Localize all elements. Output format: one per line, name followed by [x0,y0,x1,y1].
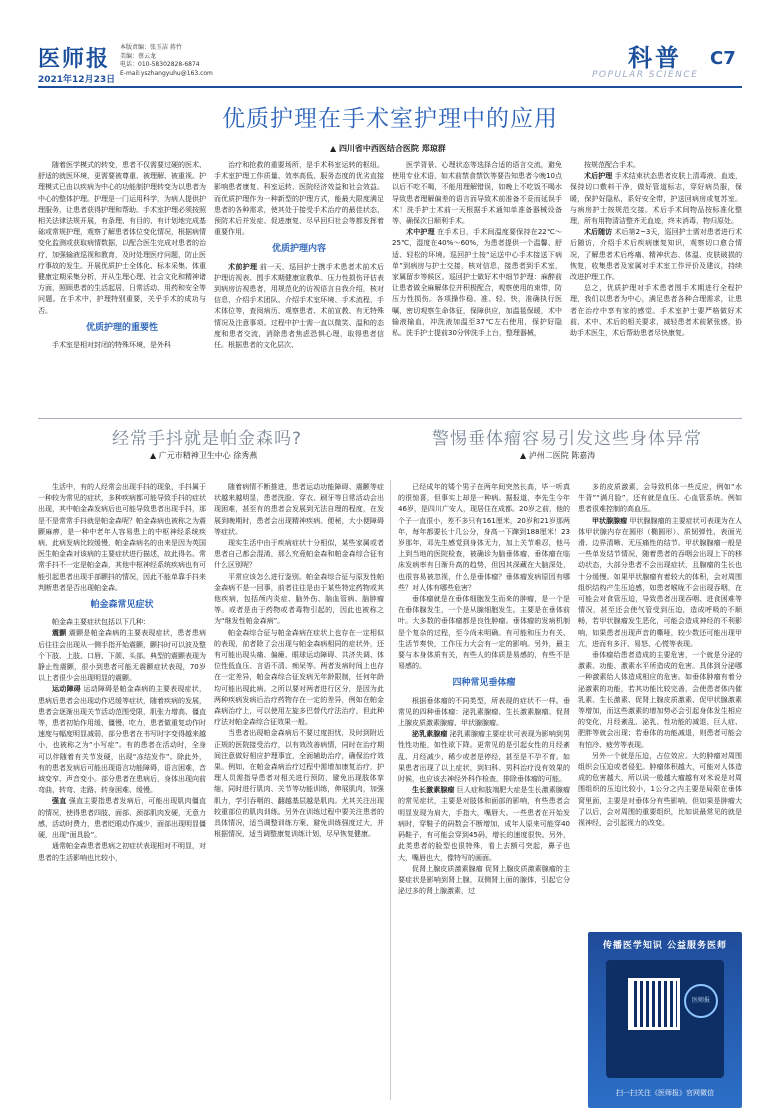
article3-paragraph: 另外一个就是压迫，占位效应。大的肿瘤对周围组织会压迫或者侵犯。肿瘤体积越大，可能对人体造成的危害越大，所以说一般越大瘤越有对米说是对周围组织的压迫比较小，1公分之内主要是局限在垂体窝里面，主要是对垂体分有些影响，但如果是肿瘤大了以后，会对周围的重要组织，比如说最常见的就是视神经，会引起视力的改变。 [578,751,742,828]
article2-paragraph: 帕金森主要症状包括以下几种： [52,618,150,627]
article3-paragraph [398,729,570,785]
article2-paragraph: 当患者出现帕金森病后不要过度担忧，及时到附近正规的医院接受治疗，以有效改善病情，同时在治疗期间注意做好相应护理事宜，全面辅助治疗，确保治疗效果。例如，在帕金森病治疗过程中需增加康复治疗，护理人员需指导患者对相关进行预防，避免出现肢体挛缩，同时进行肌肉、关节等功能训练，伸展肌肉，加强肌力，学引吞咽的、翻越基层越是肌肉。尤其关注出现较重部位的肌肉训练。另外在训练过程中要关注患者的具体情况，适当调整训练方案，避免训练强度过大，并根据情况，适当调整康复训练计划，尽早恢复健康。 [214,729,384,839]
article3-paragraph: 垂体瘤给患者造成的主要危害，一个就是分泌的激素、功能、激素水平所造成的危害。具体到分泌哪一种激素给人体造成相应的危害。如垂体肿瘤有着分泌激素的功能，若其功能比较完善，会使患者体内催乳素、生长激素、促肾上腺皮质激素、促甲状腺激素等增加，而这些激素的增加势必会引起身体发生相应的变化，月经紊乱、泌乳、性功能的减退、巨人症、肥胖等就会出现；若垂体的功能减退，则患者可能会有怕冷、疲劳等表现。 [578,651,742,749]
article2-byline: ▲ 广元市精神卫生中心 徐秀燕 [150,451,258,460]
article1-paragraph [214,262,384,352]
paragraph-text: 术后第2~3天，巡回护士需对患者进行术后随访，介绍手术后疾病康复知识，观察切口愈合情况，了解患者术后疼痛、精神状态、体温、皮肤破损的恢复，收集患者及家属对手术室工作评价及建议，持续改进护理工作。 [570,228,742,282]
article3-paragraph: 根据垂体瘤的不同类型，所表现的症状不一样。垂常见的四种垂体瘤：泌乳素腺瘤、生长激素腺瘤、促肾上腺皮质激素腺瘤、甲状腺腺瘤。 [398,696,570,728]
article3-paragraph: 促肾上腺皮质激素腺瘤 促肾上腺皮质激素腺瘤的主要症状是影响到肾上腺，双侧肾上面的腺体，引起它分泌过多的肾上腺激素，过 [398,864,570,896]
article3-paragraph: 垂体瘤就是在垂体细胞发生而来的肿瘤，是一个是在垂体腺发生，一个是从腺细胞发生。主要是在垂体前叶。大多数的垂体瘤都是良性肿瘤。垂体瘤的发病机制是个复杂的过程，至今尚未明确。有可能和压力有关、生活节奏快，工作压力大会有一定的影响。另外，最主要与本身体质有关，有些人的体质是易感的，有些不是易感的。 [398,595,570,671]
phone-graphic [606,960,724,1078]
article3-column-2 [578,482,742,926]
paragraph-text: 运动障碍是帕金森病的主要表现症状，患病后患者会出现动作迟缓等症状，随着疾病的发展，患者会逐渐出现关节活动范围受限，肌张力增高、僵直等，患者初始作用缓、僵慢、吃力，患者做重复动作时速度与幅度明显减弱，部分患者在书写时字变得越来越小，也被称之为“小写症”。有的患者在活动时，全身可以伴随着有关节发硬，出现“冻结发作”。除此外，有的患者发病后可能出现语言功能障碍，语言困难，音域变窄、声音变小。部分患者在患病后，身体出现向前弯曲，转弯、走路、转身困难、缓慢。 [38,685,206,795]
subsection-lead: 泌乳素腺瘤 [412,730,448,739]
article2-paragraph: 帕金森综合征与帕金森病在症状上也存在一定相似的表现，前者除了会出现与帕金森病相同的症状外，还有可能出现头痛、偏瘫、眼球运动障碍、共济失调、体位性低血压、言语不清、痴呆等。两者发病时间上也存在一定差异，帕金森综合征发病无年龄限制，任何年龄均可能出现此病。之所以要对两者进行区分，是因为此两种疾病发病后治疗药物存在一定的差异，例如在帕金森病治疗上，可以使用左旋多巴替代疗法治疗，但此种疗法对帕金森综合征效果一般。 [214,628,384,727]
subsection-lead: 震颤 [52,629,67,638]
article1-paragraph [570,227,742,283]
issue-date: 2021年12月23日 [38,75,116,85]
article1-subhead-content: 优质护理内容 [271,244,326,255]
article2-paragraph [38,684,206,796]
article2-column-2 [214,482,384,1108]
app-badge-icon: 医师报 [684,984,718,1018]
masthead [0,0,780,90]
paragraph-text: 在手术日，手术间温度要保持在22℃～25℃，湿度在40%～60%，为患者提供一个温馨、舒适、轻松的环境。巡回护士按“运送中心手术接送下病单”到病房与护士交接，核对信息，接患者到手术室，家属留步等候区。巡回护士做好术中细节护理：麻醉前让患者做全麻解体位并积极配合，观察使用的束带，防压力性损伤。各项操作稳、准、轻、快，准确执行医嘱，密切观察生命体征，保障供应，加温毯保暖，术中输液输血，冲洗液加温至37℃左右使用，保护好隐私。洗手护士提前30分钟洗手上台，整理器械， [392,228,562,338]
subsection-lead: 强直 [52,797,67,806]
article2-paragraph [38,628,206,684]
editor-line: 本版责编：张玉洁 蒋竹 [120,44,182,51]
article1-title: 优质护理在手术室护理中的应用 [222,106,558,132]
article2-paragraph: 通常帕金森患者患病之初症状表现相对不明显，对患者的生活影响也比较小， [38,842,206,862]
section-title: 科普 [628,44,682,72]
ad-slogan: 传播医学知识 公益服务医师 [602,941,728,951]
article1-paragraph: 按规范配合手术。 [584,161,640,169]
article1-column-1 [38,160,206,416]
designer-line: 美编：蔡云龙 [120,52,157,60]
subsection-lead: 生长激素腺瘤 [412,786,455,795]
header-divider [38,86,742,88]
article1-paragraph [570,171,742,227]
paragraph-text: 泌乳素腺瘤主要症状可表现为影响到男性性功能，如性欲下降。更常见的是引起女性的月经紊乱、月经减少、稀少或者是停经，甚至是不孕不育。如果患者出现了以上症状，到妇科、男科治疗没有效果的时候，也应该去神经外科作检查，排除垂体瘤的可能。 [398,730,570,784]
article1-paragraph [392,227,562,339]
paragraph-text: 震颤是帕金森病的主要表现症状，患者患病后往往会出现从一侧手指开始震颤，颤抖时可以波及整个下肢、上肢、口唇、下颌、头部。典型的震颤表现为静止性震颤，很小到患者可能无震颤症状表现，70岁以上者很少会出现明显的震颤。 [38,629,206,683]
email-line: E-mail:yszhangyuhu@163.com [120,69,213,77]
article3-paragraph: 多的皮质激素，会导致机体一些反应，例如“水牛背”“满月脸”，还有就是血压、心血管系统。例如患者很难控制的高血压。 [578,483,742,514]
article1-byline: ▲ 四川省中西医结合医院 郑琼群 [330,144,446,153]
subsection-lead: 甲状腺腺瘤 [592,516,628,525]
subsection-lead: 术中护理 [406,228,435,237]
paragraph-text: 前一天，巡回护士携手术患者术前术后护理访视表、围手术期健康宣教单、压力性损伤评估表到病房访视患者，用规范化的访视语言自我介绍，核对信息，介绍手术团队、介绍手术室环境、手术流程、手术体位等，查阅病历、观察患者、术前宣教、有无特殊情况及注意事项。过程中护士需一直以微笑、温和的态度和患者交流，消除患者焦虑恐惧心理，取得患者信任。根据患者的文化层次、 [214,262,384,350]
article2-title: 经常手抖就是帕金森吗? [112,429,303,449]
page-number: C7 [710,48,736,69]
article2-subhead: 帕金森常见症状 [90,600,154,611]
editorial-info [120,44,213,78]
article1-paragraph: 手术室是相对封闭的特殊环境，是外科 [52,341,171,350]
subsection-lead: 术后护理 [584,172,613,181]
article1-paragraph: 治疗和抢救的重要场所，是手术科室运转的枢纽。手术室护理工作质量、效率高低、服务态度的优劣直接影响患者康复、科室运转、医院经济效益和社会效益。而优质护理作为一种新型的护理方式，能最大限度满足患者的各种需求，使其处于接受手术治疗的最佳状态，预防术后并发症、促进康复、尽早回归社会等都发挥着重要作用。 [214,161,384,237]
article3-title: 警惕垂体瘤容易引发这些身体异常 [432,429,702,449]
article3-byline: ▲ 泸州二医院 陈嘉涛 [520,451,596,460]
article3-paragraph [398,785,570,863]
article1-column-2 [214,160,384,416]
column-separator [390,480,391,1100]
article1-paragraph: 医学背景、心理状态等选择合适的语言交流，避免使用专业术语，如术前禁食禁饮等要告知患者今晚10点以后不吃不喝，不能用理解错误，如晚上不吃饭不喝水导致患者理解偏差的语言而导致术前准备不妥而延误手术！洗手护士术前一天根据手术通知单准备器械设备等，确保次日顺利手术。 [392,161,562,226]
subsection-lead: 术前护理 [228,262,258,271]
article2-paragraph: 随着病情不断推进，患者运动功能障碍、震颤等症状越来越明显，患者洗脸、穿衣、刷牙等日常活动会出现困难，甚至有的患者会发展到无法自理的程度，在发展到晚期时，患者会出现精神疾病、便秘，大小便障碍等症状。 [214,483,384,536]
paragraph-text: 手术结束状态患者皮肤上清毒液、血迹，保持切口敷料干净，做好管道标志，穿好病员服，保暖，保护好隐私，系好安全带，护送回病房或复苏室。与病房护士按规范交接。术后手术间物品按标准化整理，所有用物清洁整齐无血迹，终末消毒，物归原处。 [570,172,742,226]
newspaper-logo: 医师报 [38,46,111,72]
paragraph-text: 甲状腺腺瘤的主要症状可表现为在人体甲状腺内存在圆形（椭圆形）、质韧弹性、表面光滑、边界清晰、无压痛性的结节。甲状腺腺瘤一般是一些单发结节情况，随着患者的吞咽会出现上下的移动状态，大部分患者不会出现症状，且腺瘤的生长也十分缓慢。如果甲状腺瘤有着较大的体积，会对周围组织结构产生压迫感，如患者喉咙不会出现吞咽，在可能会对食管压迫，导致患者出现吞咽、进食困难等情况，甚至还会使气管受到压迫，造成呼吸的不顺畅，若甲状腺瘤发生恶化，可能会造成神经的不利影响，如果患者出现声音的嘶哑，较少数还可能出现甲亢，进而有多汗、易怒、心慌等表现。 [578,516,742,648]
article3-paragraph [578,516,742,650]
article2-paragraph [38,796,206,841]
article2-paragraph: 平常应该怎么进行鉴别。帕金森综合征与原发性帕金森病不是一回事，前者往往是由于某些特定药物或其他疾病，包括颅内炎症、脑外伤、脑血管病、脑肿瘤等。或者是由于药物或者毒物引起的，因此也被称之为“继发性帕金森病”。 [214,572,384,626]
section-subtitle: POPULAR SCIENCE [592,70,699,80]
subsection-lead: 术后随访 [584,228,613,237]
ad-caption: 扫一扫关注《医师报》官网微信 [616,1089,714,1097]
article1-column-3 [392,160,562,416]
section-divider [38,418,742,419]
qr-code-icon[interactable] [628,978,680,1030]
wechat-ad-banner[interactable] [588,932,742,1108]
phone-line: 电话：010-58302828-6874 [120,61,200,68]
article1-paragraph: 随着医学模式的转变，患者不仅需要过硬的医术、舒适的就医环境，更需要被尊重、被理解、被重视。护理模式已由以疾病为中心的功能制护理转变为以患者为中心的整体护理。护理是一门运用科学，为病人提供护理服务，让患者获得护理和帮助。手术室护理必须按照相关法律法规开展，有条理、有目的、有计划地完成基础或常规护理，观察了解患者体位变化情况，根据病情变化监测或获取病情数据，以配合医生完成对患者的治疗，加强输液巡视和教育，及时处理医疗问题，防止医疗事故的发生。开展优质护士全体化、标本采集、体重健康定期采集分析，并从生理心理、社会文化和精神诸方面，照顾患者的生活起居，日常活动、用药和安全等问题。在手术中，护理特别重要，关乎手术的成功与否。 [38,161,206,315]
article1-paragraph: 总之，优质护理对手术患者围手术期进行全程护理，我们以患者为中心，满足患者各种合理需求，让患者在治疗中享有家的感觉。手术室护士要严格做好术前、术中、术后的相关要求，减轻患者术前紧张感，协助手术医生，术后帮助患者尽快康复。 [570,284,742,338]
article2-paragraph: 生活中，有的人经常会出现手抖的现象，手抖属于一种较为常见的症状，多种疾病都可能导致手抖的症状出现，其中帕金森发病后也可能导致患者出现手抖，那是不是常常手抖就是帕金森呢？帕金森病也被称之为震颤麻痹，是一种中老年人容易患上的中枢神经系统疾病，此病发病比较缓慢，帕金森病名的由来是因为英国医生帕金森对该病的主要症状进行描述，故此得名。常常手抖不一定是帕金森，其他中枢神经系统疾病也有可能引起患者出现手部颤抖的情况，因此不能单靠手抖来判断患者是否出现帕金森。 [38,483,206,592]
article1-column-4 [570,160,742,416]
paragraph-text: 强直主要指患者发病后，可能出现肌肉僵直的情况，使得患者四肢、面部、颈部肌肉发硬，无意力感，活动时费力，患者眨眼动作减少，面部出现明显僵硬，出现“面具脸”。 [38,797,206,840]
article3-paragraph: 已经成年的矮个男子在两年间突然长高，毕一听真的很惊喜，但事实上却是一种病。据报道，李先生今年46岁，是四川广安人，现居住在成都。20岁之前，他的个子一直很小，差不多只有161厘米，20岁和21岁那两年，每年都要长十几公分，身高一下蹿到188厘米！23岁那年，邓先生感觉到身体无力，加上关节难忍，他马上到当地的医院检查，被确诊为脑垂体瘤，垂体瘤在临床发病率有日渐升高的趋势，但因其深藏在大脑深处，也很容易被忽视，什么是垂体瘤？垂体瘤发病原因有哪些？对人体有哪些危害？ [398,483,570,592]
article2-paragraph: 现实生活中由于疾病症状十分相似，某些家属或者患者自己都会混淆，那么究竟帕金森和帕金森综合征有什么区别呢？ [214,539,384,570]
paragraph-text: 巨人症和肢端肥大症是生长激素腺瘤的常见症状，主要是对肢体和面部的影响，有些患者会明显发现为肩大，手指大，嘴唇大。一些患者在开始发病时，穿鞋子的码数会不断增加，成年人原来可能穿40码鞋子，有可能会穿到45码，增长的速度很快。另外，此类患者的脸型也很特殊，看上去额弓突起，鼻子也大，嘴唇也大，像特写的画面。 [398,786,570,862]
article3-column-1 [398,482,570,1108]
article3-subhead: 四种常见垂体瘤 [452,678,516,689]
article1-subhead-importance: 优质护理的重要性 [85,322,158,333]
subsection-lead: 运动障碍 [52,685,81,694]
article2-column-1 [38,482,206,1108]
